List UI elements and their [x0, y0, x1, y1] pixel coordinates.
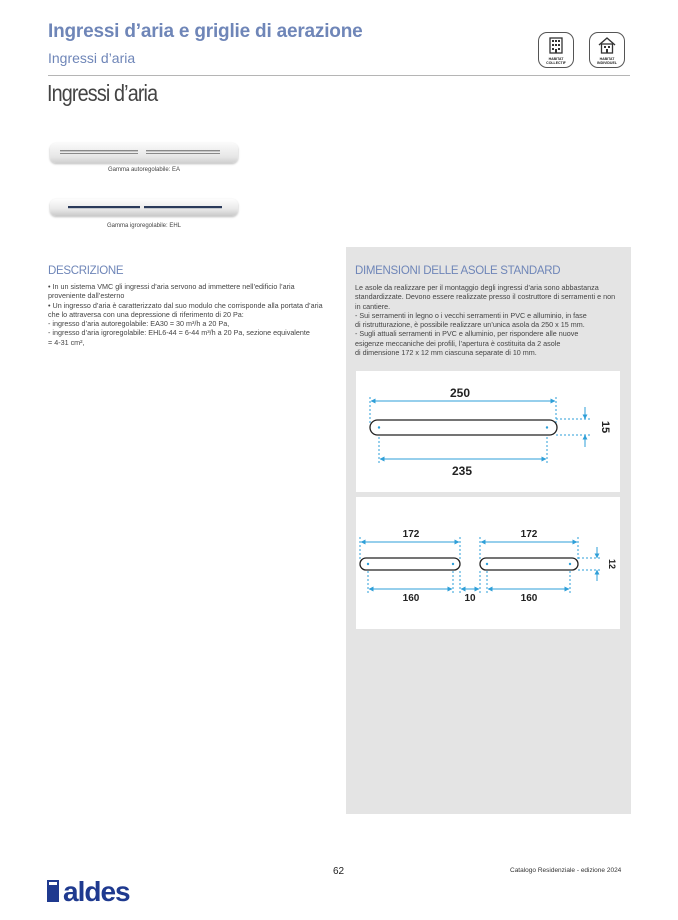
dimension-label: 12 [607, 558, 617, 570]
text-line: proveniente dall’esterno [48, 291, 125, 301]
air-inlet-grille-icon [50, 199, 238, 216]
text-line: che lo attraversa con una depressione di riferimento di 20 Pa: [48, 309, 244, 319]
text-line: standardizzate. Devono essere realizzate presso il costruttore di serramenti e non [355, 292, 616, 302]
apartment-building-icon [546, 36, 566, 54]
habitat-individuel-badge [589, 32, 625, 68]
text-line: in cantiere. [355, 301, 391, 311]
text-line: - ingresso d’aria igroregolabile: EHL6-44 = 6-44 m³/h a 20 Pa, sezione equivalente [48, 328, 310, 338]
text-line: Le asole da realizzare per il montaggio degli ingressi d’aria sono abbastanza [355, 283, 599, 292]
text-line: - Sugli attuali serramenti in PVC e alluminio, per rispondere alle nuove [355, 329, 579, 339]
text-line: = 4-31 cm², [48, 337, 85, 347]
dimension-label: 172 [402, 529, 420, 540]
dimensioni-text [355, 283, 621, 357]
diagram-double-slot [356, 497, 620, 629]
section-title: Ingressi d’aria [47, 80, 158, 106]
product-image-ehl [50, 199, 238, 216]
page-number: 62 [333, 866, 345, 877]
dimension-label: 160 [520, 593, 538, 604]
slot-250x15-diagram [356, 371, 620, 492]
text-line: di dimensione 172 x 12 mm ciascuna separate di 10 mm. [355, 348, 537, 358]
diagram-single-slot [356, 371, 620, 492]
logo-wordmark: aldes [63, 878, 130, 904]
descrizione-text [48, 282, 330, 347]
product-image-ea [50, 143, 238, 163]
dimension-label: 10 [464, 593, 476, 604]
text-line: di ristrutturazione, è possibile realizzare un’unica asola da 250 x 15 mm. [355, 320, 585, 330]
text-line: - Sui serramenti in legno o i vecchi serramenti in PVC e alluminio, in fase [355, 310, 587, 320]
dimensioni-heading: DIMENSIONI DELLE ASOLE STANDARD [355, 265, 561, 277]
badge-label: HABITAT INDIVIDUEL [597, 57, 617, 65]
aldes-logo-icon [47, 878, 179, 904]
text-line: - ingresso d’aria autoregolabile: EA30 = 30 m³/h a 20 Pa, [48, 319, 230, 329]
catalog-edition: Catalogo Residenziale - edizione 2024 [510, 867, 622, 874]
page-header-subtitle: Ingressi d’aria [48, 50, 136, 66]
aldes-logo [47, 878, 179, 909]
product-caption-ea: Gamma autoregolabile: EA [107, 167, 181, 173]
text-line: esigenze meccaniche dei profili, l’apertura è costituita da 2 asole [355, 338, 561, 348]
habitat-collectif-badge [538, 32, 574, 68]
descrizione-heading: DESCRIZIONE [48, 265, 124, 277]
dimension-label: 235 [451, 464, 473, 478]
dimension-label: 15 [599, 420, 611, 434]
text-line: • Un ingresso d’aria è caratterizzato dal suo modulo che corrisponde alla portata d’aria [48, 300, 323, 310]
header-divider [48, 75, 630, 76]
slot-2x172x12-diagram [356, 497, 620, 629]
dimension-label: 250 [449, 386, 471, 400]
product-caption-ehl: Gamma igroregolabile: EHL [106, 223, 182, 229]
air-inlet-grille-icon [50, 143, 238, 163]
dimension-label: 160 [402, 593, 420, 604]
dimension-label: 172 [520, 529, 538, 540]
house-icon [597, 36, 617, 54]
page-header-title: Ingressi d’aria e griglie di aerazione [48, 21, 363, 42]
badge-label: HABITAT COLLECTIF [546, 57, 566, 65]
text-line: • In un sistema VMC gli ingressi d’aria servono ad immettere nell’edificio l’aria [48, 282, 295, 291]
